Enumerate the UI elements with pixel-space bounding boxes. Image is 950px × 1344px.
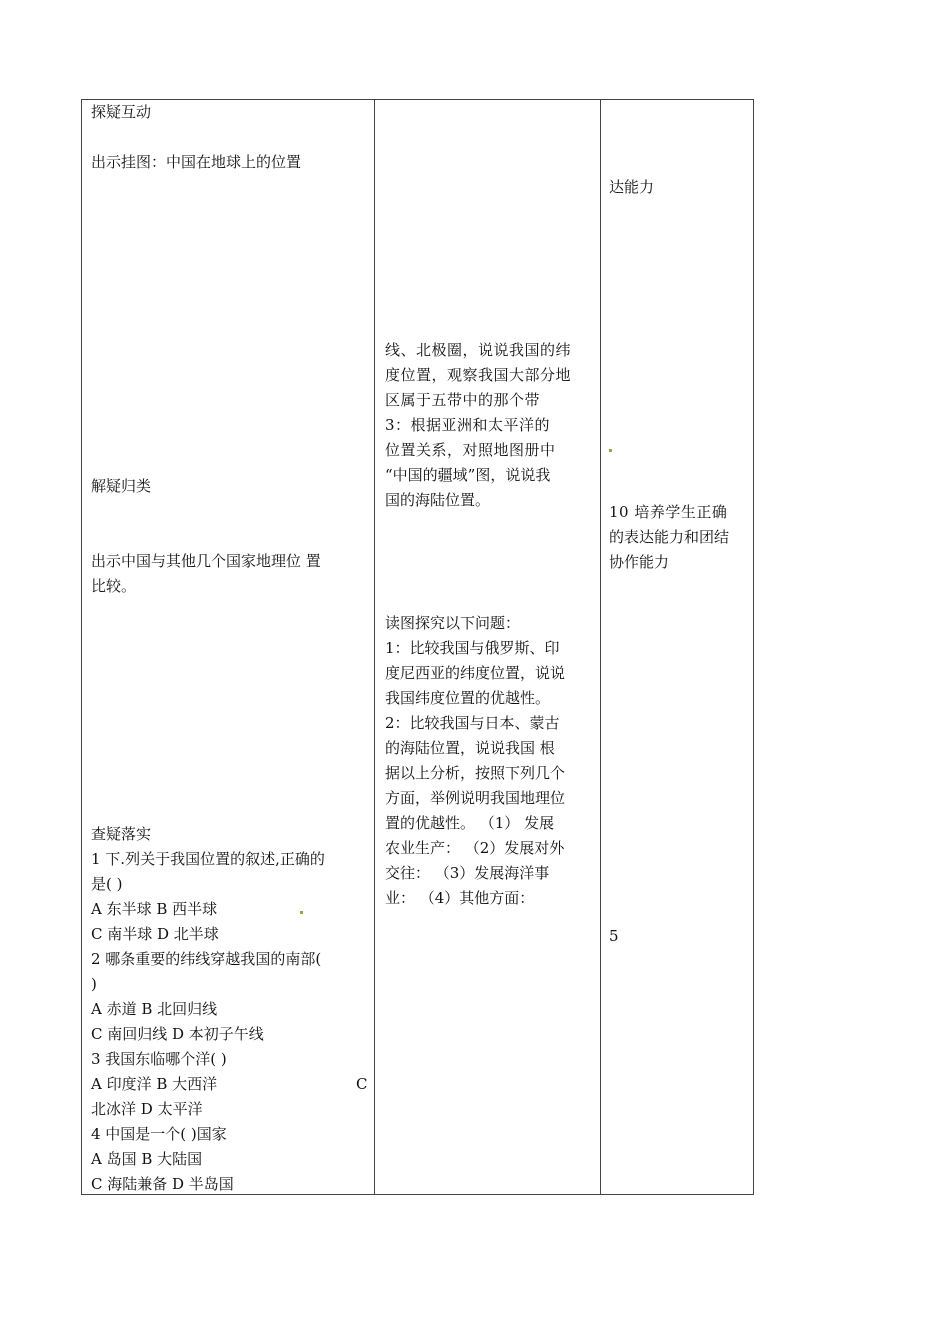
activity-text-line7: 国的海陆位置。 bbox=[385, 491, 491, 509]
question-4-line: 4 中国是一个( )国家 bbox=[91, 1125, 227, 1143]
explore-text-line1: 读图探究以下问题： bbox=[385, 614, 521, 632]
activity-text-line3: 区属于五带中的那个带 bbox=[385, 391, 541, 409]
activity-text-line1: 线、北极圈，说说我国的纬 bbox=[385, 341, 572, 359]
question-2-line1: 2 哪条重要的纬线穿越我国的南部( bbox=[91, 950, 322, 968]
section-heading-practice: 查疑落实 bbox=[91, 825, 152, 843]
goal-text-line2: 10 培养学生正确 bbox=[609, 503, 728, 521]
question-2-options-1: A 赤道 B 北回归线 bbox=[91, 1000, 218, 1018]
question-4-options-2: C 海陆兼备 D 半岛国 bbox=[91, 1175, 234, 1193]
question-3-options-2: 北冰洋 D 太平洋 bbox=[91, 1100, 203, 1118]
question-2-options-2: C 南回归线 D 本初子午线 bbox=[91, 1025, 264, 1043]
explore-text-line7: 据以上分析，按照下列几个 bbox=[385, 764, 566, 782]
question-3-options-1: A 印度洋 B 大西洋 bbox=[91, 1075, 218, 1093]
explore-text-line6: 的海陆位置，说说我国 根 bbox=[385, 739, 555, 757]
section-heading-explore: 探疑互动 bbox=[91, 103, 152, 121]
time-minutes: 5 bbox=[609, 927, 619, 945]
section-heading-classify: 解疑归类 bbox=[91, 477, 152, 495]
question-1-options-2: C 南半球 D 北半球 bbox=[91, 925, 219, 943]
question-3-line: 3 我国东临哪个洋( ) bbox=[91, 1050, 227, 1068]
question-4-options-1: A 岛国 B 大陆国 bbox=[91, 1150, 203, 1168]
question-1-options-1: A 东半球 B 西半球 bbox=[91, 900, 218, 918]
activity-text-line6: “中国的疆域”图，说说我 bbox=[385, 466, 551, 484]
activity-text-line2: 度位置，观察我国大部分地 bbox=[385, 366, 572, 384]
activity-text-line5: 位置关系，对照地图册中 bbox=[385, 441, 556, 459]
scan-speck bbox=[300, 911, 303, 914]
compare-text-line1: 出示中国与其他几个国家地理位 置 bbox=[91, 552, 321, 570]
question-2-line2: ) bbox=[91, 975, 97, 993]
question-1-line2: 是( ) bbox=[91, 875, 123, 893]
explore-text-line5: 2：比较我国与日本、蒙古 bbox=[385, 714, 560, 732]
activity-text-line4: 3：根据亚洲和太平洋的 bbox=[385, 416, 551, 434]
column-divider-2 bbox=[600, 99, 601, 1195]
explore-text-line2: 1：比较我国与俄罗斯、印 bbox=[385, 639, 560, 657]
explore-text-line12: 业： （4）其他方面： bbox=[385, 889, 535, 907]
explore-text-line11: 交往： （3）发展海洋事 bbox=[385, 864, 550, 882]
scan-speck bbox=[609, 449, 612, 452]
question-3-option-c: C bbox=[356, 1075, 368, 1093]
explore-text-line4: 我国纬度位置的优越性。 bbox=[385, 689, 551, 707]
explore-text-line9: 置的优越性。 （1） 发展 bbox=[385, 814, 555, 832]
explore-text-line10: 农业生产： （2）发展对外 bbox=[385, 839, 565, 857]
question-1-line1: 1 下.列关于我国位置的叙述,正确的 bbox=[91, 850, 325, 868]
explore-text-line3: 度尼西亚的纬度位置，说说 bbox=[385, 664, 566, 682]
compare-text-line2: 比较。 bbox=[91, 577, 137, 595]
goal-text-line3: 的表达能力和团结 bbox=[609, 528, 730, 546]
goal-text-line1: 达能力 bbox=[609, 178, 655, 196]
explore-text-line8: 方面，举例说明我国地理位 bbox=[385, 789, 566, 807]
column-divider-1 bbox=[374, 99, 375, 1195]
goal-text-line4: 协作能力 bbox=[609, 553, 670, 571]
show-map-text: 出示挂图：中国在地球上的位置 bbox=[91, 153, 302, 171]
